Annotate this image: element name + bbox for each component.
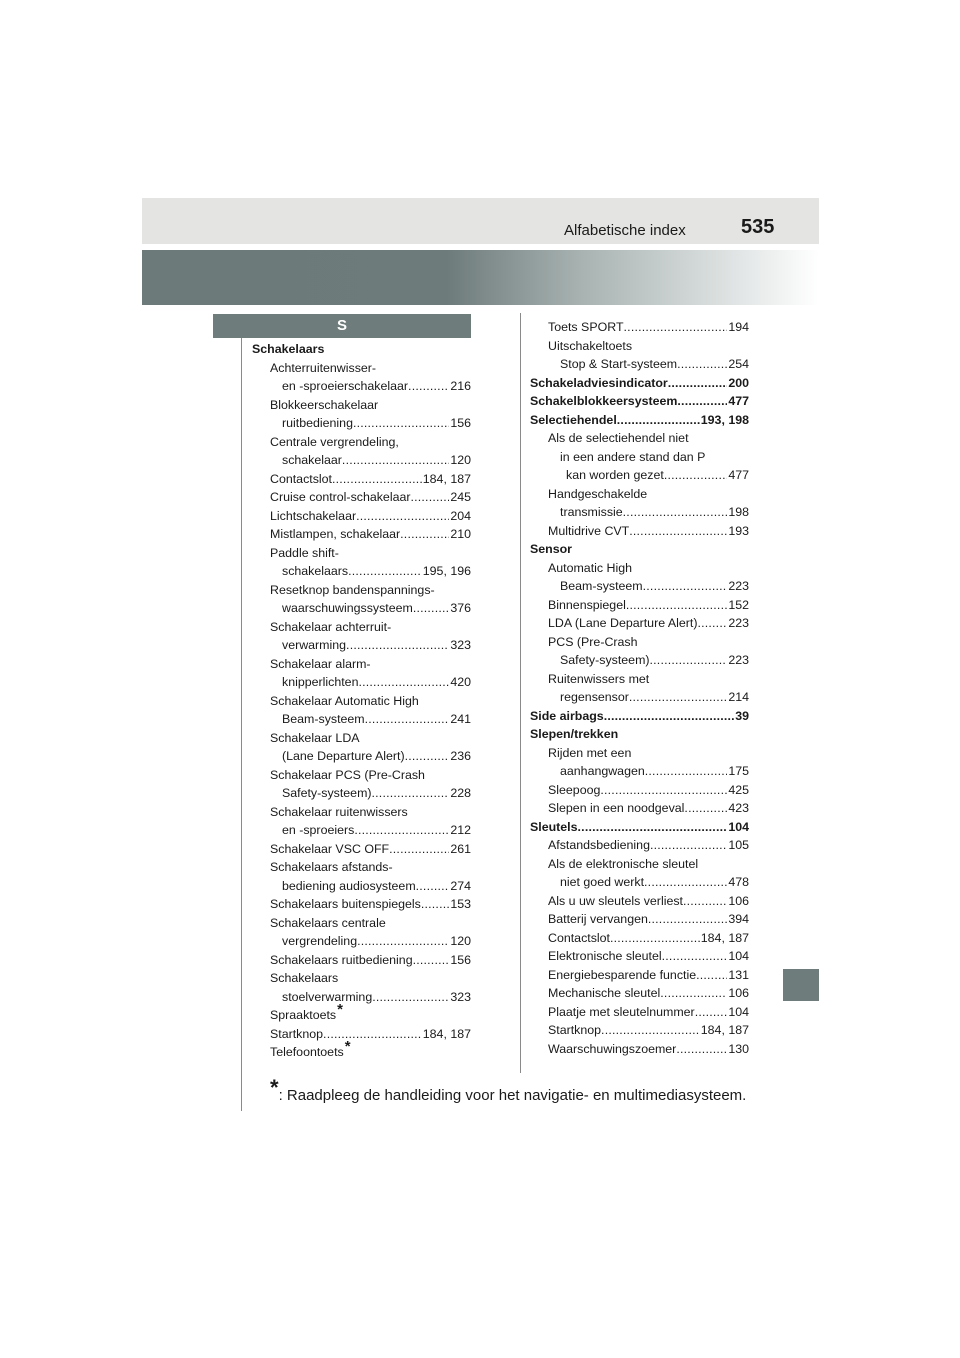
index-entry (530, 1021, 749, 1040)
index-entry (252, 599, 471, 618)
dot-leader (650, 836, 727, 855)
dot-leader (358, 673, 449, 692)
index-entry-page: 120 (450, 453, 471, 467)
index-entry-term: ruitbediening (282, 416, 353, 430)
index-entry-page: 420 (450, 675, 471, 689)
index-entry-page: 194 (728, 320, 749, 334)
index-entry (252, 636, 471, 655)
index-entry-term: Selectiehendel (530, 412, 617, 427)
index-entry-page: 130 (728, 1041, 749, 1056)
dot-leader (410, 488, 449, 507)
index-entry (252, 377, 471, 396)
index-entry-term: Handgeschakelde (548, 486, 648, 501)
footnote (270, 1075, 747, 1106)
index-entry (530, 596, 749, 615)
index-entry-term: Sleutels (530, 819, 578, 834)
index-entry-term: Als u uw sleutels verliest (548, 893, 683, 908)
index-entry-term: Blokkeerschakelaar (270, 397, 379, 412)
index-entry-page: 184, 187 (422, 471, 471, 486)
dot-leader (696, 966, 727, 985)
index-entry-page: 105 (728, 838, 749, 852)
index-entry (252, 858, 471, 877)
index-entry-term: schakelaar (282, 453, 342, 467)
dot-leader (650, 651, 728, 670)
dot-leader (624, 318, 728, 337)
index-entry-page: 261 (450, 841, 471, 856)
index-entry-term: Schakelaar Automatic High (270, 693, 419, 708)
index-entry (252, 673, 471, 692)
index-entry-page: 228 (450, 786, 471, 800)
index-entry-page: 241 (450, 712, 471, 726)
dot-leader (413, 599, 449, 618)
index-entry-page: 131 (728, 967, 749, 982)
index-entry-term: LDA (Lane Departure Alert) (548, 616, 698, 630)
index-entry (530, 522, 749, 541)
index-letter-heading: S (213, 314, 471, 338)
index-entry (530, 873, 749, 892)
index-entry (530, 485, 749, 504)
index-entry-term: Batterij vervangen (548, 912, 648, 926)
index-entry-term: Schakelaar VSC OFF (270, 841, 390, 856)
index-entry-term: Startknop (548, 1023, 602, 1037)
index-entry-term: Energiebesparende functie (548, 967, 697, 982)
dot-leader (644, 873, 727, 892)
index-entry-term: kan worden gezet (566, 468, 664, 482)
dot-leader (601, 1021, 700, 1040)
index-entry-term: Toets SPORT (548, 320, 624, 334)
index-entry (530, 966, 749, 985)
index-entry-term: Contactslot (548, 930, 610, 945)
index-entry-term: Schakelaar LDA (270, 730, 360, 745)
index-entry (252, 581, 471, 600)
index-entry-page: 193, 198 (700, 412, 749, 427)
index-entry-page: 104 (728, 819, 749, 834)
index-entry-page: 254 (728, 357, 749, 371)
index-entry-page: 175 (728, 764, 749, 778)
index-entry (252, 340, 471, 359)
index-entry-term: Resetknop bandenspannings- (270, 582, 435, 597)
dot-leader (342, 451, 449, 470)
dot-leader (408, 377, 449, 396)
index-entry (252, 803, 471, 822)
dot-leader (629, 522, 727, 541)
index-entry (252, 1001, 471, 1025)
index-entry-term: Schakelaars (270, 971, 339, 985)
left-rule (241, 338, 242, 1111)
index-entry-term: Sleepoog (548, 782, 601, 797)
index-entry-page: 323 (450, 989, 471, 1004)
index-entry (252, 969, 471, 988)
index-entry-term: transmissie (560, 505, 623, 519)
index-entry-term: Als de selectiehendel niet (548, 431, 689, 445)
index-entry-term: Schakelaar achterruit- (270, 619, 392, 634)
index-entry-page: 478 (728, 875, 749, 889)
dot-leader (346, 636, 449, 655)
index-entry-term: Schakelaars buitenspiegels (270, 897, 421, 911)
index-entry-term: Startknop (270, 1026, 324, 1041)
dot-leader (626, 596, 727, 615)
index-entry (530, 540, 749, 559)
index-entry (252, 1025, 471, 1044)
index-entry-page: 104 (728, 949, 749, 963)
index-entry-term: waarschuwingssysteem (282, 601, 413, 615)
index-entry (530, 614, 749, 633)
dot-leader (600, 781, 727, 800)
index-entry (530, 503, 749, 522)
index-entry-page: 195, 196 (422, 564, 471, 578)
index-entry-page: 106 (728, 986, 749, 1000)
index-entry-term: schakelaars (282, 564, 349, 578)
index-entry (252, 710, 471, 729)
index-entry (252, 895, 471, 914)
index-entry-page: 223 (728, 579, 749, 593)
index-entry-term: Schakelaar ruitenwissers (270, 804, 408, 819)
index-entry-page: 223 (728, 616, 749, 630)
dot-leader (610, 929, 700, 948)
dot-leader (372, 784, 450, 803)
index-entry-term: Spraaktoets (270, 1008, 337, 1022)
index-entry (530, 744, 749, 763)
dot-leader (677, 392, 727, 411)
index-entry (530, 337, 749, 356)
index-entry (252, 877, 471, 896)
index-entry (530, 559, 749, 578)
footnote-star: * (344, 1038, 351, 1055)
index-entry-term: Elektronische sleutel (548, 949, 662, 963)
dot-leader (668, 374, 728, 393)
index-entry (530, 577, 749, 596)
index-entry-term: Uitschakeltoets (548, 338, 633, 353)
index-entry-term: Safety-systeem) (282, 786, 372, 800)
index-entry (530, 836, 749, 855)
index-entry (530, 448, 749, 467)
footnote-text: : Raadpleeg de handleiding voor het navigatie- en multimediasysteem. (278, 1087, 747, 1104)
dot-leader (623, 503, 728, 522)
index-entry (530, 651, 749, 670)
index-entry (530, 929, 749, 948)
index-entry-term: Schakeladviesindicator (530, 375, 668, 390)
index-entry (252, 507, 471, 526)
index-entry-page: 212 (450, 823, 471, 837)
dot-leader (676, 1040, 727, 1059)
index-entry (252, 562, 471, 581)
index-entry (252, 414, 471, 433)
index-entry (252, 821, 471, 840)
index-entry-page: 152 (728, 597, 749, 612)
index-entry-term: Als de elektronische sleutel (548, 856, 699, 871)
index-entry-page: 245 (450, 490, 471, 504)
index-entry (530, 892, 749, 911)
index-entry-term: Afstandsbediening (548, 838, 650, 852)
index-entry-term: Rijden met een (548, 745, 632, 760)
index-entry (530, 781, 749, 800)
dot-leader (348, 562, 422, 581)
index-entry-term: PCS (Pre-Crash (548, 634, 638, 649)
index-entry-page: 477 (728, 394, 749, 408)
index-entry (530, 855, 749, 874)
index-entry-term: Lichtschakelaar (270, 508, 357, 523)
index-entry-term: regensensor (560, 690, 629, 704)
dot-leader (416, 877, 450, 896)
index-entry-page: 184, 187 (700, 1023, 749, 1037)
index-entry-page: 425 (728, 782, 749, 797)
dot-leader (332, 470, 422, 489)
index-entry-term: (Lane Departure Alert) (282, 749, 405, 763)
index-entry (252, 488, 471, 507)
dot-leader (357, 932, 449, 951)
header-bar (142, 198, 819, 244)
dot-leader (648, 910, 727, 929)
dot-leader (684, 799, 727, 818)
index-entry-term: Centrale vergrendeling, (270, 434, 399, 449)
thumb-tab (783, 969, 819, 1001)
dot-leader (604, 707, 735, 726)
index-entry-term: Side airbags (530, 708, 604, 723)
index-entry-term: Mechanische sleutel (548, 986, 661, 1000)
index-entry-term: Beam-systeem (560, 579, 643, 593)
index-entry-page: 214 (728, 690, 749, 704)
index-entry-term: stoelverwarming (282, 989, 373, 1004)
index-entry-page: 394 (728, 912, 749, 926)
index-entry (252, 618, 471, 637)
dot-leader (643, 577, 728, 596)
dot-leader (697, 614, 727, 633)
index-entry (252, 729, 471, 748)
index-entry-page: 184, 187 (422, 1026, 471, 1041)
dot-leader (662, 947, 728, 966)
index-entry (530, 1040, 749, 1059)
index-entry-term: Sensor (530, 542, 573, 556)
index-entry (252, 784, 471, 803)
dot-leader (645, 762, 728, 781)
index-entry (530, 392, 749, 411)
index-entry (252, 1038, 471, 1062)
index-entry (530, 670, 749, 689)
index-entry (530, 910, 749, 929)
index-entry-term: Safety-systeem) (560, 653, 650, 667)
index-entry (530, 707, 749, 726)
index-entry-term: in een andere stand dan P (560, 449, 706, 464)
index-entry-term: knipperlichten (282, 675, 359, 689)
index-entry-page: 323 (450, 638, 471, 652)
index-entry-term: Contactslot (270, 471, 332, 486)
section-title: Alfabetische index (564, 222, 686, 239)
page-number: 535 (741, 216, 775, 238)
index-entry (530, 355, 749, 374)
index-entry-term: Plaatje met sleutelnummer (548, 1004, 695, 1019)
chapter-banner (142, 250, 819, 305)
dot-leader (405, 747, 450, 766)
index-entry (530, 374, 749, 393)
index-entry-page: 39 (735, 708, 749, 723)
index-entry-term: Cruise control-schakelaar (270, 490, 411, 504)
index-entry (252, 988, 471, 1007)
index-entry (252, 840, 471, 859)
index-entry-term: Schakelaar alarm- (270, 656, 371, 671)
index-entry (530, 688, 749, 707)
index-entry-term: aanhangwagen (560, 764, 645, 778)
index-entry-term: verwarming (282, 638, 347, 652)
index-entry (530, 633, 749, 652)
dot-leader (664, 466, 728, 485)
index-entry-page: 153 (450, 897, 471, 911)
index-entry-term: Stop & Start-systeem (560, 357, 678, 371)
index-entry-term: bediening audiosysteem (282, 878, 416, 893)
index-entry-term: Schakelaars afstands- (270, 860, 393, 874)
index-entry (530, 725, 749, 744)
index-entry (530, 984, 749, 1003)
index-entry (530, 947, 749, 966)
dot-leader (413, 951, 450, 970)
index-entry-term: Schakelaars centrale (270, 915, 386, 930)
index-entry-page: 198 (728, 505, 749, 519)
dot-leader (660, 984, 727, 1003)
dot-leader (323, 1025, 422, 1044)
footnote-marker: * (270, 1075, 279, 1100)
index-entry (252, 396, 471, 415)
index-entry (252, 655, 471, 674)
dot-leader (389, 840, 449, 859)
dot-leader (353, 414, 449, 433)
index-entry (252, 932, 471, 951)
index-entry (252, 525, 471, 544)
dot-leader (356, 507, 449, 526)
dot-leader (695, 1003, 728, 1022)
dot-leader (629, 688, 727, 707)
index-entry-page: 120 (450, 934, 471, 948)
column-divider (520, 313, 521, 1073)
index-entry (252, 433, 471, 452)
index-entry-page: 376 (450, 601, 471, 615)
index-entry (252, 692, 471, 711)
index-entry-term: vergrendeling (282, 934, 358, 948)
index-entry-term: en -sproeierschakelaar (282, 379, 409, 393)
index-entry (530, 1003, 749, 1022)
index-entry-term: Schakelaars ruitbediening (270, 952, 413, 967)
dot-leader (677, 355, 727, 374)
index-entry-page: 184, 187 (700, 930, 749, 945)
index-entry-term: Slepen in een noodgeval (548, 801, 685, 815)
index-entry (252, 747, 471, 766)
dot-leader (372, 988, 449, 1007)
index-entry-term: Achterruitenwisser- (270, 360, 377, 375)
index-entry (530, 318, 749, 337)
index-entry-page: 200 (728, 375, 749, 390)
dot-leader (354, 821, 449, 840)
index-entry-term: Paddle shift- (270, 545, 339, 560)
index-entry-page: 106 (728, 893, 749, 908)
index-entry-term: Schakelblokkeersysteem (530, 394, 678, 408)
index-entry-term: Binnenspiegel (548, 597, 626, 612)
index-entry-page: 193 (728, 523, 749, 538)
index-entry-page: 210 (450, 527, 471, 541)
index-entry-page: 156 (450, 416, 471, 430)
index-entry-term: Slepen/trekken (530, 727, 619, 741)
index-entry (530, 799, 749, 818)
index-entry-page: 423 (728, 801, 749, 815)
index-column-right (530, 318, 749, 1058)
index-entry-term: niet goed werkt (560, 875, 645, 889)
index-entry-page: 204 (450, 508, 471, 523)
index-entry (252, 451, 471, 470)
index-entry-term: Mistlampen, schakelaar (270, 527, 401, 541)
index-entry-page: 216 (450, 379, 471, 393)
dot-leader (421, 895, 449, 914)
index-entry (252, 544, 471, 563)
dot-leader (400, 525, 449, 544)
index-entry (530, 411, 749, 430)
index-entry-page: 223 (728, 653, 749, 667)
index-entry (530, 466, 749, 485)
dot-leader (578, 818, 728, 837)
dot-leader (617, 411, 700, 430)
index-entry-page: 236 (450, 749, 471, 763)
index-entry-page: 274 (450, 878, 471, 893)
index-entry-term: Waarschuwingszoemer (548, 1041, 677, 1056)
footnote-star: * (337, 1001, 343, 1018)
dot-leader (683, 892, 727, 911)
index-entry-page: 104 (728, 1004, 749, 1019)
dot-leader (365, 710, 450, 729)
index-entry-term: Multidrive CVT (548, 523, 630, 538)
index-entry (252, 914, 471, 933)
index-entry (252, 766, 471, 785)
index-entry-term: Telefoontoets (270, 1045, 344, 1059)
index-entry-term: Ruitenwissers met (548, 671, 650, 686)
index-entry (530, 818, 749, 837)
index-entry (252, 951, 471, 970)
index-entry-term: Beam-systeem (282, 712, 365, 726)
index-entry-term: Automatic High (548, 560, 633, 575)
index-entry-term: Schakelaars (252, 342, 325, 356)
index-entry (530, 429, 749, 448)
index-entry-term: en -sproeiers (282, 823, 355, 837)
index-entry-page: 156 (450, 952, 471, 967)
index-column-left (252, 340, 471, 1062)
index-entry-term: Schakelaar PCS (Pre-Crash (270, 767, 425, 782)
index-entry-page: 477 (728, 468, 749, 482)
index-entry (252, 470, 471, 489)
index-entry (252, 359, 471, 378)
index-entry (530, 762, 749, 781)
